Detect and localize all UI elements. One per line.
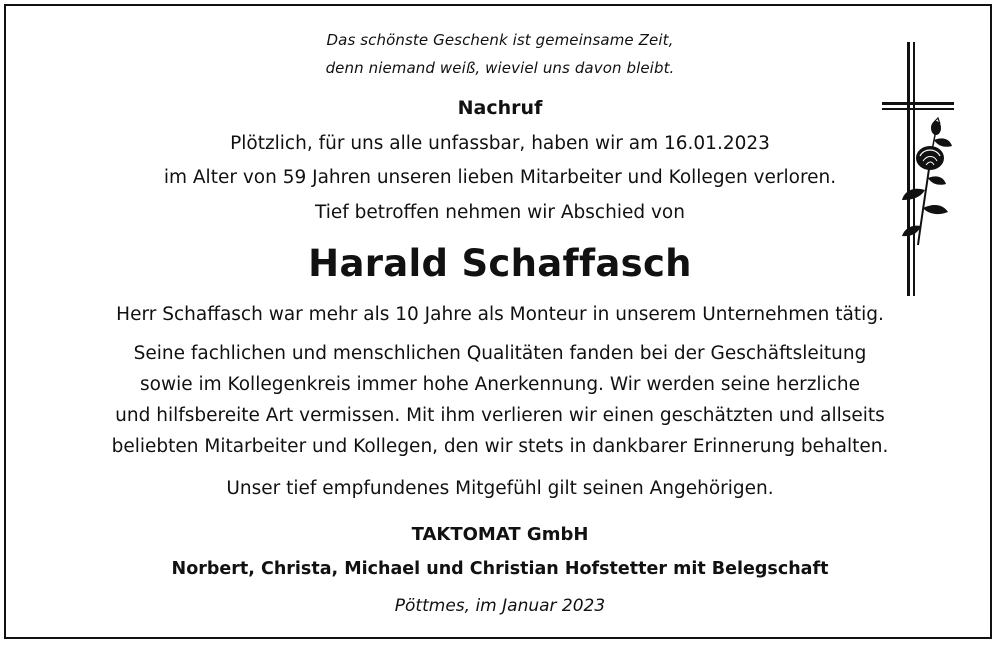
owners-line: Norbert, Christa, Michael und Christian Hofstetter mit Belegschaft [171,559,829,579]
quote-line-1: Das schönste Geschenk ist gemeinsame Zeit, [326,31,674,49]
quote-line-2: denn niemand weiß, wieviel uns davon bleibt. [325,59,675,77]
tribute-line-3: und hilfsbereite Art vermissen. Mit ihm verlieren wir einen geschätzten und allseits [115,405,885,426]
farewell-line: Tief betroffen nehmen wir Abschied von [315,202,685,223]
tribute-line-2: sowie im Kollegenkreis immer hohe Anerkennung. Wir werden seine herzliche [140,374,860,395]
tenure-line: Herr Schaffasch war mehr als 10 Jahre als Monteur in unserem Unternehmen tätig. [116,304,884,325]
condolence-line: Unser tief empfundenes Mitgefühl gilt seinen Angehörigen. [226,478,774,499]
company-name: TAKTOMAT GmbH [411,524,589,545]
intro-line-1: Plötzlich, für uns alle unfassbar, haben wir am 16.01.2023 [230,133,770,154]
deceased-name: Harald Schaffasch [308,242,692,285]
place-date: Pöttmes, im Januar 2023 [394,596,606,616]
notice-heading: Nachruf [457,97,543,119]
cross-with-rose-icon [878,40,958,300]
tribute-line-1: Seine fachlichen und menschlichen Qualitäten fanden bei der Geschäftsleitung [133,343,867,364]
tribute-line-4: beliebten Mitarbeiter und Kollegen, den wir stets in dankbarer Erinnerung behalten. [111,436,889,457]
intro-line-2: im Alter von 59 Jahren unseren lieben Mitarbeiter und Kollegen verloren. [163,167,837,188]
